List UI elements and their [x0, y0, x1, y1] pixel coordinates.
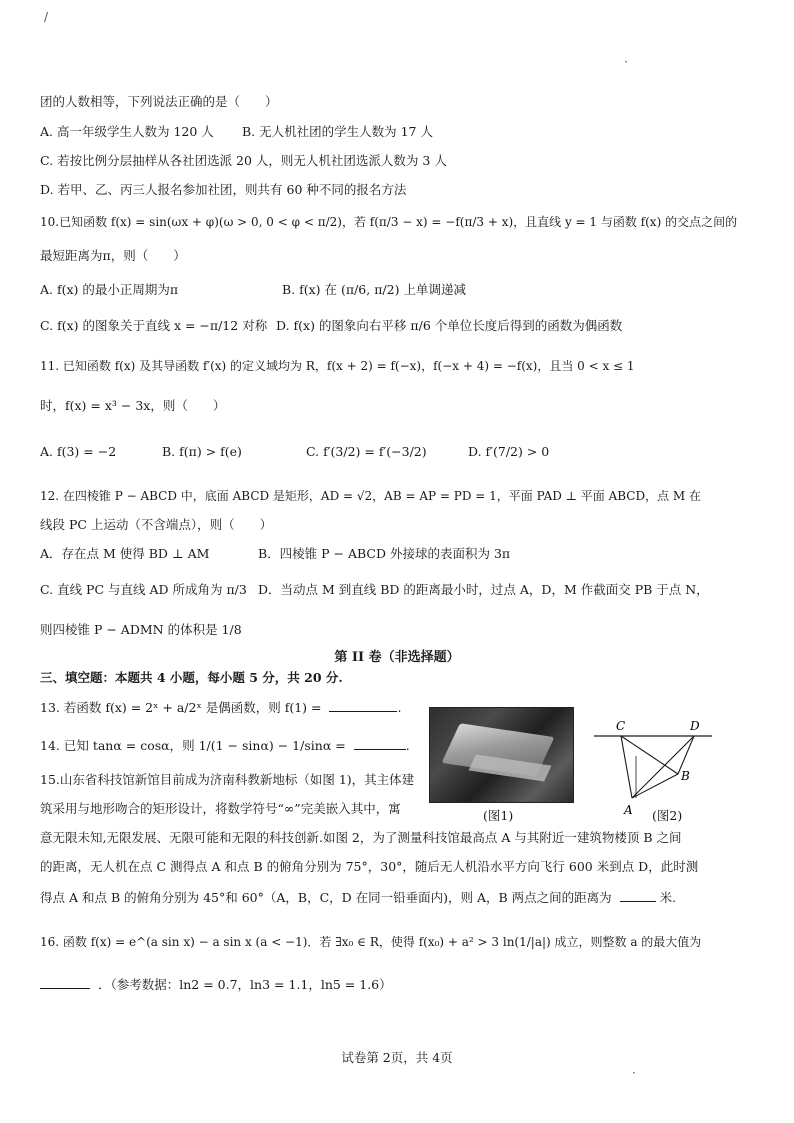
- q12-stem-line1: 12. 在四棱锥 P − ABCD 中，底面 ABCD 是矩形，AD = √2，AB = AP = PD = 1，平面 PAD ⊥ 平面 ABCD，点 M 在: [40, 489, 702, 503]
- q11-option-d: D. f′(7/2) > 0: [468, 444, 550, 459]
- q10-option-a: A. f(x) 的最小正周期为π: [40, 282, 179, 297]
- margin-mark: ·: [624, 55, 628, 69]
- q9-option-c: C. 若按比例分层抽样从各社团选派 20 人，则无人机社团选派人数为 3 人: [40, 153, 447, 168]
- page-footer: 试卷第 2页，共 4页: [341, 1050, 453, 1065]
- q15-line4: 的距离，无人机在点 C 测得点 A 和点 B 的俯角分别为 75°，30°，随后无人机沿水平方向飞行 600 米到点 D，此时测: [40, 859, 699, 874]
- label-a: A: [624, 803, 633, 817]
- q13-period: .: [397, 700, 402, 715]
- q11-option-b: B. f(π) > f(e): [162, 444, 242, 459]
- label-d: D: [690, 719, 700, 733]
- q9-stem: 团的人数相等，下列说法正确的是（ ）: [40, 94, 278, 109]
- q10-option-c: C. f(x) 的图象关于直线 x = −π/12 对称: [40, 318, 268, 333]
- q16-line1: 16. 函数 f(x) = e^(a sin x) − a sin x (a < −1)．若 ∃x₀ ∈ R，使得 f(x₀) + a² > 3 ln(1/|a|) 成立，则整数 a 的最大值为: [40, 935, 702, 949]
- q15-line5: [40, 888, 676, 908]
- q9-option-d: D. 若甲、乙、丙三人报名参加社团，则共有 60 种不同的报名方法: [40, 182, 407, 197]
- label-b: B: [681, 769, 690, 783]
- q10-stem-line2: 最短距离为π，则（ ）: [40, 248, 186, 263]
- q12-option-d: D．当动点 M 到直线 BD 的距离最小时，过点 A，D，M 作截面交 PB 于点 N，: [258, 582, 709, 597]
- q15-answer-blank: [620, 889, 656, 902]
- q13-text: 13. 若函数 f(x) = 2ˣ + a/2ˣ 是偶函数，则 f(1) =: [40, 700, 322, 715]
- section-title: 第 II 卷（非选择题）: [334, 650, 460, 665]
- figure1-caption: (图1): [483, 808, 514, 823]
- q16-reference: ．（参考数据：ln2 = 0.7，ln3 = 1.1，ln5 = 1.6）: [97, 977, 392, 992]
- q15-unit: 米.: [659, 890, 677, 905]
- segment-ab: [632, 774, 678, 798]
- segment-ca: [621, 736, 632, 798]
- margin-mark: /: [44, 10, 49, 24]
- q10-option-d: D. f(x) 的图象向右平移 π/6 个单位长度后得到的函数为偶函数: [276, 318, 623, 333]
- margin-mark: ·: [632, 1066, 636, 1080]
- q15-line1: 15.山东省科技馆新馆目前成为济南科教新地标（如图 1)，其主体建: [40, 772, 415, 787]
- fill-in-heading: 三、填空题：本题共 4 小题，每小题 5 分，共 20 分.: [40, 670, 343, 685]
- q12-option-a: A．存在点 M 使得 BD ⊥ AM: [40, 546, 210, 561]
- q16-answer-blank: [40, 976, 90, 989]
- museum-photo: [429, 707, 574, 803]
- q11-option-a: A. f(3) = −2: [40, 444, 117, 459]
- q11-stem-line1: 11. 已知函数 f(x) 及其导函数 f′(x) 的定义域均为 R，f(x + 2) = f(−x)，f(−x + 4) = −f(x)，且当 0 < x ≤ 1: [40, 359, 635, 373]
- q12-option-b: B．四棱锥 P − ABCD 外接球的表面积为 3π: [258, 546, 511, 561]
- q13-stem: [40, 698, 401, 718]
- q12-stem-line2: 线段 PC 上运动（不含端点），则（ ）: [40, 517, 273, 532]
- label-c: C: [616, 719, 626, 733]
- q9-option-a: A. 高一年级学生人数为 120 人: [40, 124, 214, 139]
- q14-answer-blank: [354, 737, 406, 750]
- q14-period: .: [405, 738, 410, 753]
- q9-option-b: B. 无人机社团的学生人数为 17 人: [242, 124, 433, 139]
- q10-option-b: B. f(x) 在 (π/6, π/2) 上单调递减: [282, 282, 466, 297]
- figure2-caption: (图2): [652, 808, 683, 823]
- q13-answer-blank: [329, 699, 397, 712]
- q14-stem: [40, 736, 410, 756]
- q12-option-c: C. 直线 PC 与直线 AD 所成角为 π/3: [40, 582, 247, 597]
- q11-stem-line2: 时，f(x) = x³ − 3x，则（ ）: [40, 398, 226, 413]
- q12-option-d-cont: 则四棱锥 P − ADMN 的体积是 1/8: [40, 622, 242, 637]
- q15-line2: 筑采用与地形吻合的矩形设计，将数学符号“∞”完美嵌入其中，寓: [40, 801, 401, 816]
- q14-text: 14. 已知 tanα = cosα，则 1/(1 − sinα) − 1/sinα =: [40, 738, 346, 753]
- q15-line3: 意无限未知,无限发展、无限可能和无限的科技创新.如图 2，为了测量科技馆最高点 A 与其附近一建筑物楼顶 B 之间: [40, 830, 682, 845]
- q16-line2: [40, 975, 392, 995]
- q10-stem-line1: 10.已知函数 f(x) = sin(ωx + φ)(ω > 0, 0 < φ < π/2)，若 f(π/3 − x) = −f(π/3 + x)，且直线 y = 1 与函数 f(x) 的交点之间的: [40, 215, 738, 229]
- segment-cb: [621, 736, 678, 774]
- segment-da: [632, 736, 694, 798]
- q11-option-c: C. f′(3/2) = f′(−3/2): [306, 444, 427, 459]
- q15-line5-text: 得点 A 和点 B 的俯角分别为 45°和 60°（A，B，C，D 在同一铅垂面内)，则 A，B 两点之间的距离为: [40, 890, 612, 905]
